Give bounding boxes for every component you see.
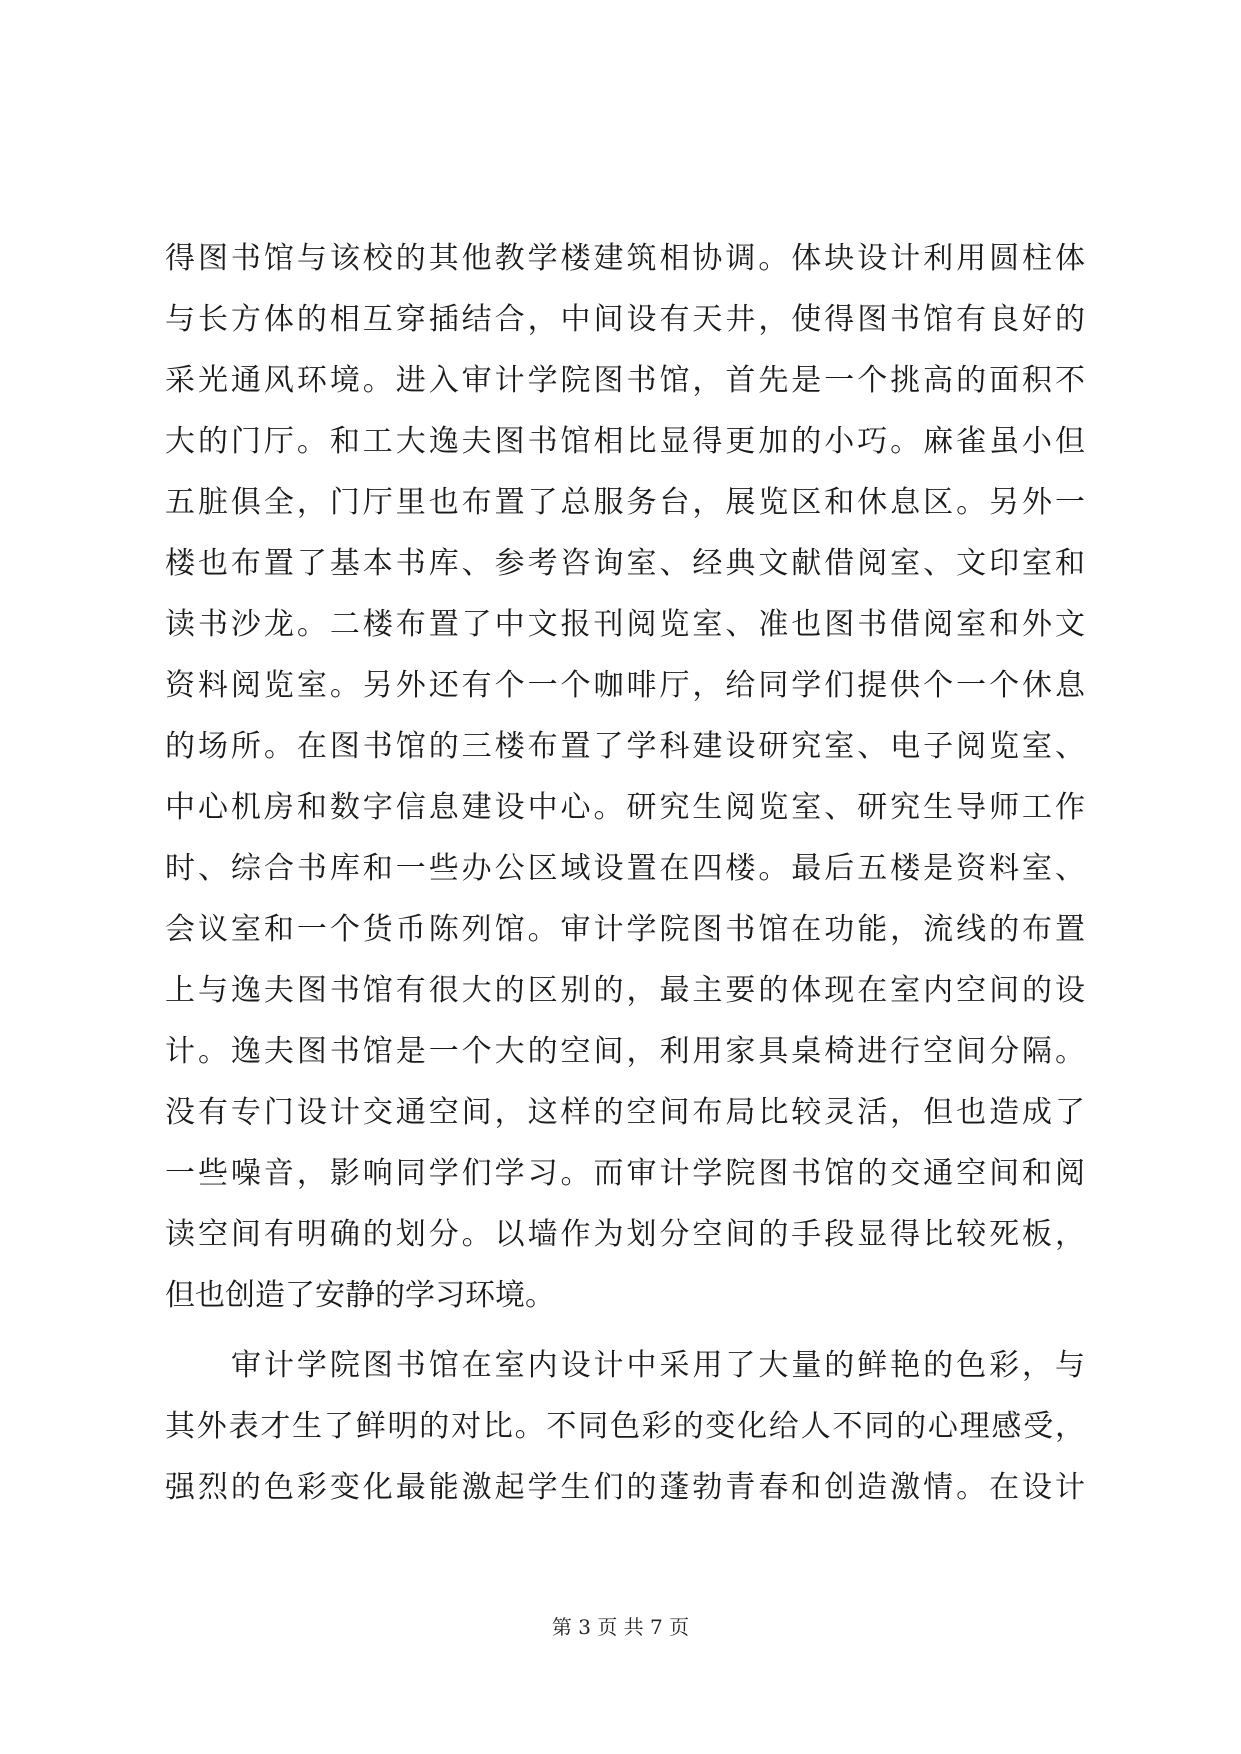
text-line: 会议室和一个货币陈列馆。审计学院图书馆在功能，流线的布置 xyxy=(165,912,1085,947)
text-line: 计。逸夫图书馆是一个大的空间，利用家具桌椅进行空间分隔。 xyxy=(165,1034,1085,1069)
text-line: 大的门厅。和工大逸夫图书馆相比显得更加的小巧。麻雀虽小但 xyxy=(165,424,1085,459)
text-line: 强烈的色彩变化最能激起学生们的蓬勃青春和创造激情。在设计 xyxy=(165,1470,1085,1505)
text-line: 但也创造了安静的学习环境。 xyxy=(165,1278,555,1313)
text-line: 读空间有明确的划分。以墙作为划分空间的手段显得比较死板， xyxy=(165,1217,1085,1252)
text-line: 得图书馆与该校的其他教学楼建筑相协调。体块设计利用圆柱体 xyxy=(165,241,1085,276)
text-line: 审计学院图书馆在室内设计中采用了大量的鲜艳的色彩，与 xyxy=(231,1348,1085,1383)
text-line: 采光通风环境。进入审计学院图书馆，首先是一个挑高的面积不 xyxy=(165,363,1085,398)
text-line: 没有专门设计交通空间，这样的空间布局比较灵活，但也造成了 xyxy=(165,1095,1085,1130)
document-body xyxy=(165,228,1085,1518)
paragraph-gap xyxy=(165,1326,1085,1335)
text-line: 时、综合书库和一些办公区域设置在四楼。最后五楼是资料室、 xyxy=(165,851,1085,886)
text-line: 与长方体的相互穿插结合，中间设有天井，使得图书馆有良好的 xyxy=(165,302,1085,337)
text-line: 中心机房和数字信息建设中心。研究生阅览室、研究生导师工作 xyxy=(165,790,1085,825)
text-line: 楼也布置了基本书库、参考咨询室、经典文献借阅室、文印室和 xyxy=(165,546,1085,581)
text-line: 上与逸夫图书馆有很大的区别的，最主要的体现在室内空间的设 xyxy=(165,973,1085,1008)
text-line: 的场所。在图书馆的三楼布置了学科建设研究室、电子阅览室、 xyxy=(165,729,1085,764)
paragraph xyxy=(165,1335,1085,1518)
page-footer: 第 3 页 共 7 页 xyxy=(551,1615,690,1639)
text-line: 一些噪音，影响同学们学习。而审计学院图书馆的交通空间和阅 xyxy=(165,1156,1085,1191)
text-line: 其外表才生了鲜明的对比。不同色彩的变化给人不同的心理感受， xyxy=(165,1409,1085,1444)
text-line: 资料阅览室。另外还有个一个咖啡厅，给同学们提供个一个休息 xyxy=(165,668,1085,703)
text-line: 五脏俱全，门厅里也布置了总服务台，展览区和休息区。另外一 xyxy=(165,485,1085,520)
text-line: 读书沙龙。二楼布置了中文报刊阅览室、准也图书借阅室和外文 xyxy=(165,607,1085,642)
paragraph xyxy=(165,228,1085,1326)
